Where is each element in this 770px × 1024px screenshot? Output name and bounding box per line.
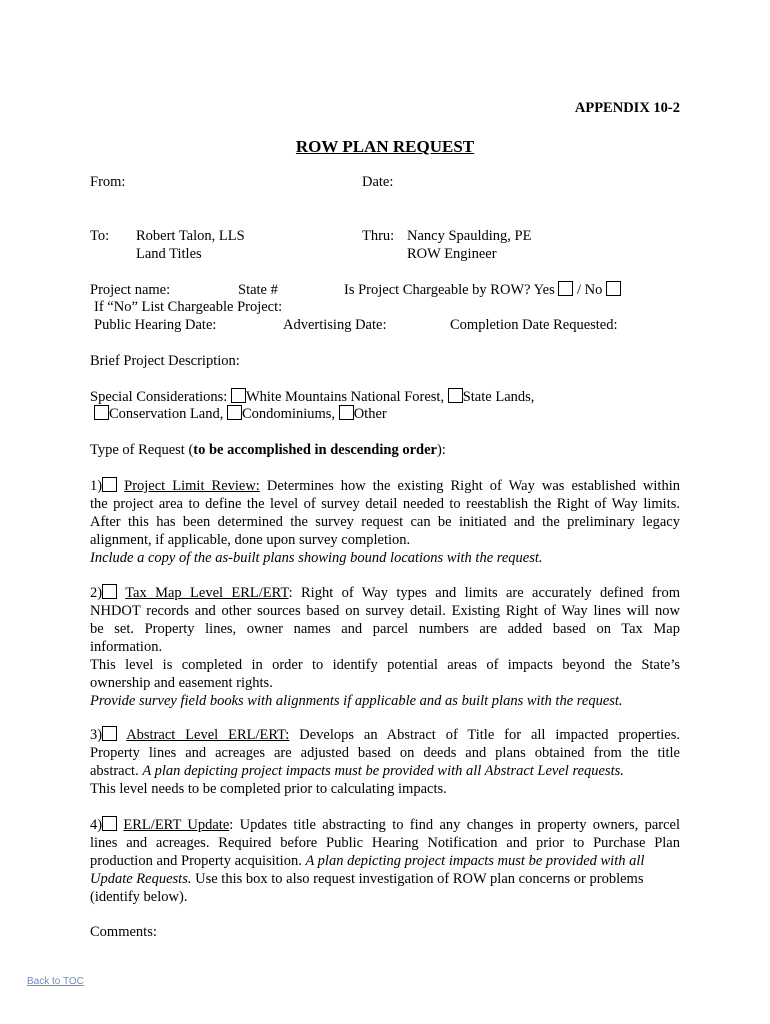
to-label: To: [90, 228, 110, 244]
item-4-line-2: lines and acreages. Required before Public Hearing Notification and prior to Purchase Plan [90, 835, 680, 851]
no-checkbox[interactable] [606, 281, 621, 296]
from-label: From: [90, 174, 126, 190]
conservation-land-checkbox[interactable] [94, 405, 109, 420]
item-1-line-3: After this has been determined the survey request can be initiated and the preliminary legacy [90, 514, 680, 530]
item-4-checkbox[interactable] [102, 816, 117, 831]
item-3-line-2: Property lines and acreages are adjusted based on deeds and plans obtained from the title [90, 745, 680, 761]
item-2-line-3: be set. Property lines, owner names and parcel numbers are added based on Tax Map [90, 621, 680, 637]
item-2-line-1-text: : Right of Way types and limits are accurately defined from [288, 585, 680, 601]
item-4-line-5: (identify below). [90, 889, 188, 905]
brief-description-label: Brief Project Description: [90, 353, 240, 369]
item-3-line-4: This level needs to be completed prior to calculating impacts. [90, 781, 447, 797]
request-item-1 [90, 477, 680, 567]
item-3-line-1-text: Develops an Abstract of Title for all impacted properties. [289, 727, 680, 743]
thru-name: Nancy Spaulding, PE [407, 228, 532, 244]
item-4-number: 4) [90, 817, 103, 833]
item-1-line-4: alignment, if applicable, done upon survey completion. [90, 532, 411, 548]
thru-label: Thru: [362, 228, 395, 244]
comments-label: Comments: [90, 924, 157, 940]
item-2-line-2: NHDOT records and other sources based on survey detail. Existing Right of Way lines will now [90, 603, 680, 619]
to-department: Land Titles [136, 246, 202, 262]
item-4-line-4-italic: Update Requests. [90, 871, 192, 887]
item-4-line-4-plain: Use this box to also request investigation of ROW plan concerns or problems [191, 871, 644, 887]
request-item-4 [90, 816, 680, 906]
item-2-italic-note: Provide survey field books with alignments if applicable and as built plans with the request. [90, 693, 623, 709]
state-lands-label: State Lands, [462, 389, 535, 405]
project-name-label: Project name: [90, 282, 171, 298]
condominiums-checkbox[interactable] [227, 405, 242, 420]
type-of-request-bold: to be accomplished in descending order [193, 442, 437, 458]
item-1-title: Project Limit Review: [124, 478, 260, 494]
item-2-title: Tax Map Level ERL/ERT [125, 585, 289, 601]
item-4-line-3 [90, 852, 680, 870]
item-3-line-3-plain: abstract. [90, 763, 143, 779]
completion-label: Completion Date Requested: [450, 317, 618, 333]
item-2-line-5: This level is completed in order to identify potential areas of impacts beyond the State’s [90, 657, 680, 673]
state-lands-checkbox[interactable] [448, 388, 463, 403]
type-of-request [90, 441, 446, 459]
yes-checkbox[interactable] [558, 281, 573, 296]
item-4-line-4 [90, 870, 680, 888]
other-label: Other [353, 406, 387, 422]
thru-title: ROW Engineer [407, 246, 497, 262]
special-considerations-row-1 [90, 388, 534, 406]
condominiums-label: Condominiums, [242, 406, 336, 422]
wmnf-checkbox[interactable] [231, 388, 246, 403]
conservation-land-label: Conservation Land, [109, 406, 224, 422]
item-3-title: Abstract Level ERL/ERT: [126, 727, 290, 743]
item-1-line-2: the project area to define the level of survey detail needed to reestablish the Right of Way limits. [90, 496, 680, 512]
if-no-label: If “No” List Chargeable Project: [94, 299, 283, 315]
to-name: Robert Talon, LLS [136, 228, 245, 244]
state-number-label: State # [238, 282, 278, 298]
public-hearing-label: Public Hearing Date: [94, 317, 217, 333]
other-checkbox[interactable] [339, 405, 354, 420]
date-label: Date: [362, 174, 394, 190]
item-3-line-3-italic: A plan depicting project impacts must be provided with all Abstract Level requests. [142, 763, 624, 779]
appendix-label: APPENDIX 10-2 [574, 100, 680, 116]
item-3-line-3 [90, 762, 680, 780]
item-2-line-4: information. [90, 639, 163, 655]
type-of-request-prefix: Type of Request ( [90, 442, 194, 458]
item-3-checkbox[interactable] [102, 726, 117, 741]
special-considerations-row-2 [94, 405, 387, 423]
back-to-toc-link[interactable]: Back to TOC [27, 976, 84, 987]
item-1-line-1-text: Determines how the existing Right of Way was established within [259, 478, 680, 494]
request-item-3 [90, 726, 680, 798]
advertising-label: Advertising Date: [283, 317, 387, 333]
chargeable-question [344, 281, 621, 299]
item-2-checkbox[interactable] [102, 584, 117, 599]
item-4-title: ERL/ERT Update [123, 817, 230, 833]
item-1-line-1 [90, 477, 680, 495]
item-1-number: 1) [90, 478, 103, 494]
item-2-number: 2) [90, 585, 103, 601]
item-1-italic-note: Include a copy of the as-built plans showing bound locations with the request. [90, 550, 543, 566]
item-4-line-3-italic: A plan depicting project impacts must be provided with all [305, 853, 645, 869]
item-3-number: 3) [90, 727, 103, 743]
item-2-line-1 [90, 584, 680, 602]
item-4-line-1-text: : Updates title abstracting to find any changes in property owners, parcel [229, 817, 680, 833]
page-title: ROW PLAN REQUEST [295, 137, 475, 156]
chargeable-question-text: Is Project Chargeable by ROW? Yes [344, 282, 555, 298]
item-4-line-3-plain: production and Property acquisition. [90, 853, 306, 869]
item-1-checkbox[interactable] [102, 477, 117, 492]
request-item-2 [90, 584, 680, 710]
item-3-line-1 [90, 726, 680, 744]
wmnf-label: White Mountains National Forest, [245, 389, 445, 405]
no-label: / No [577, 282, 603, 298]
special-considerations-label: Special Considerations: [90, 389, 228, 405]
type-of-request-suffix: ): [436, 442, 446, 458]
item-2-line-6: ownership and easement rights. [90, 675, 273, 691]
item-4-line-1 [90, 816, 680, 834]
